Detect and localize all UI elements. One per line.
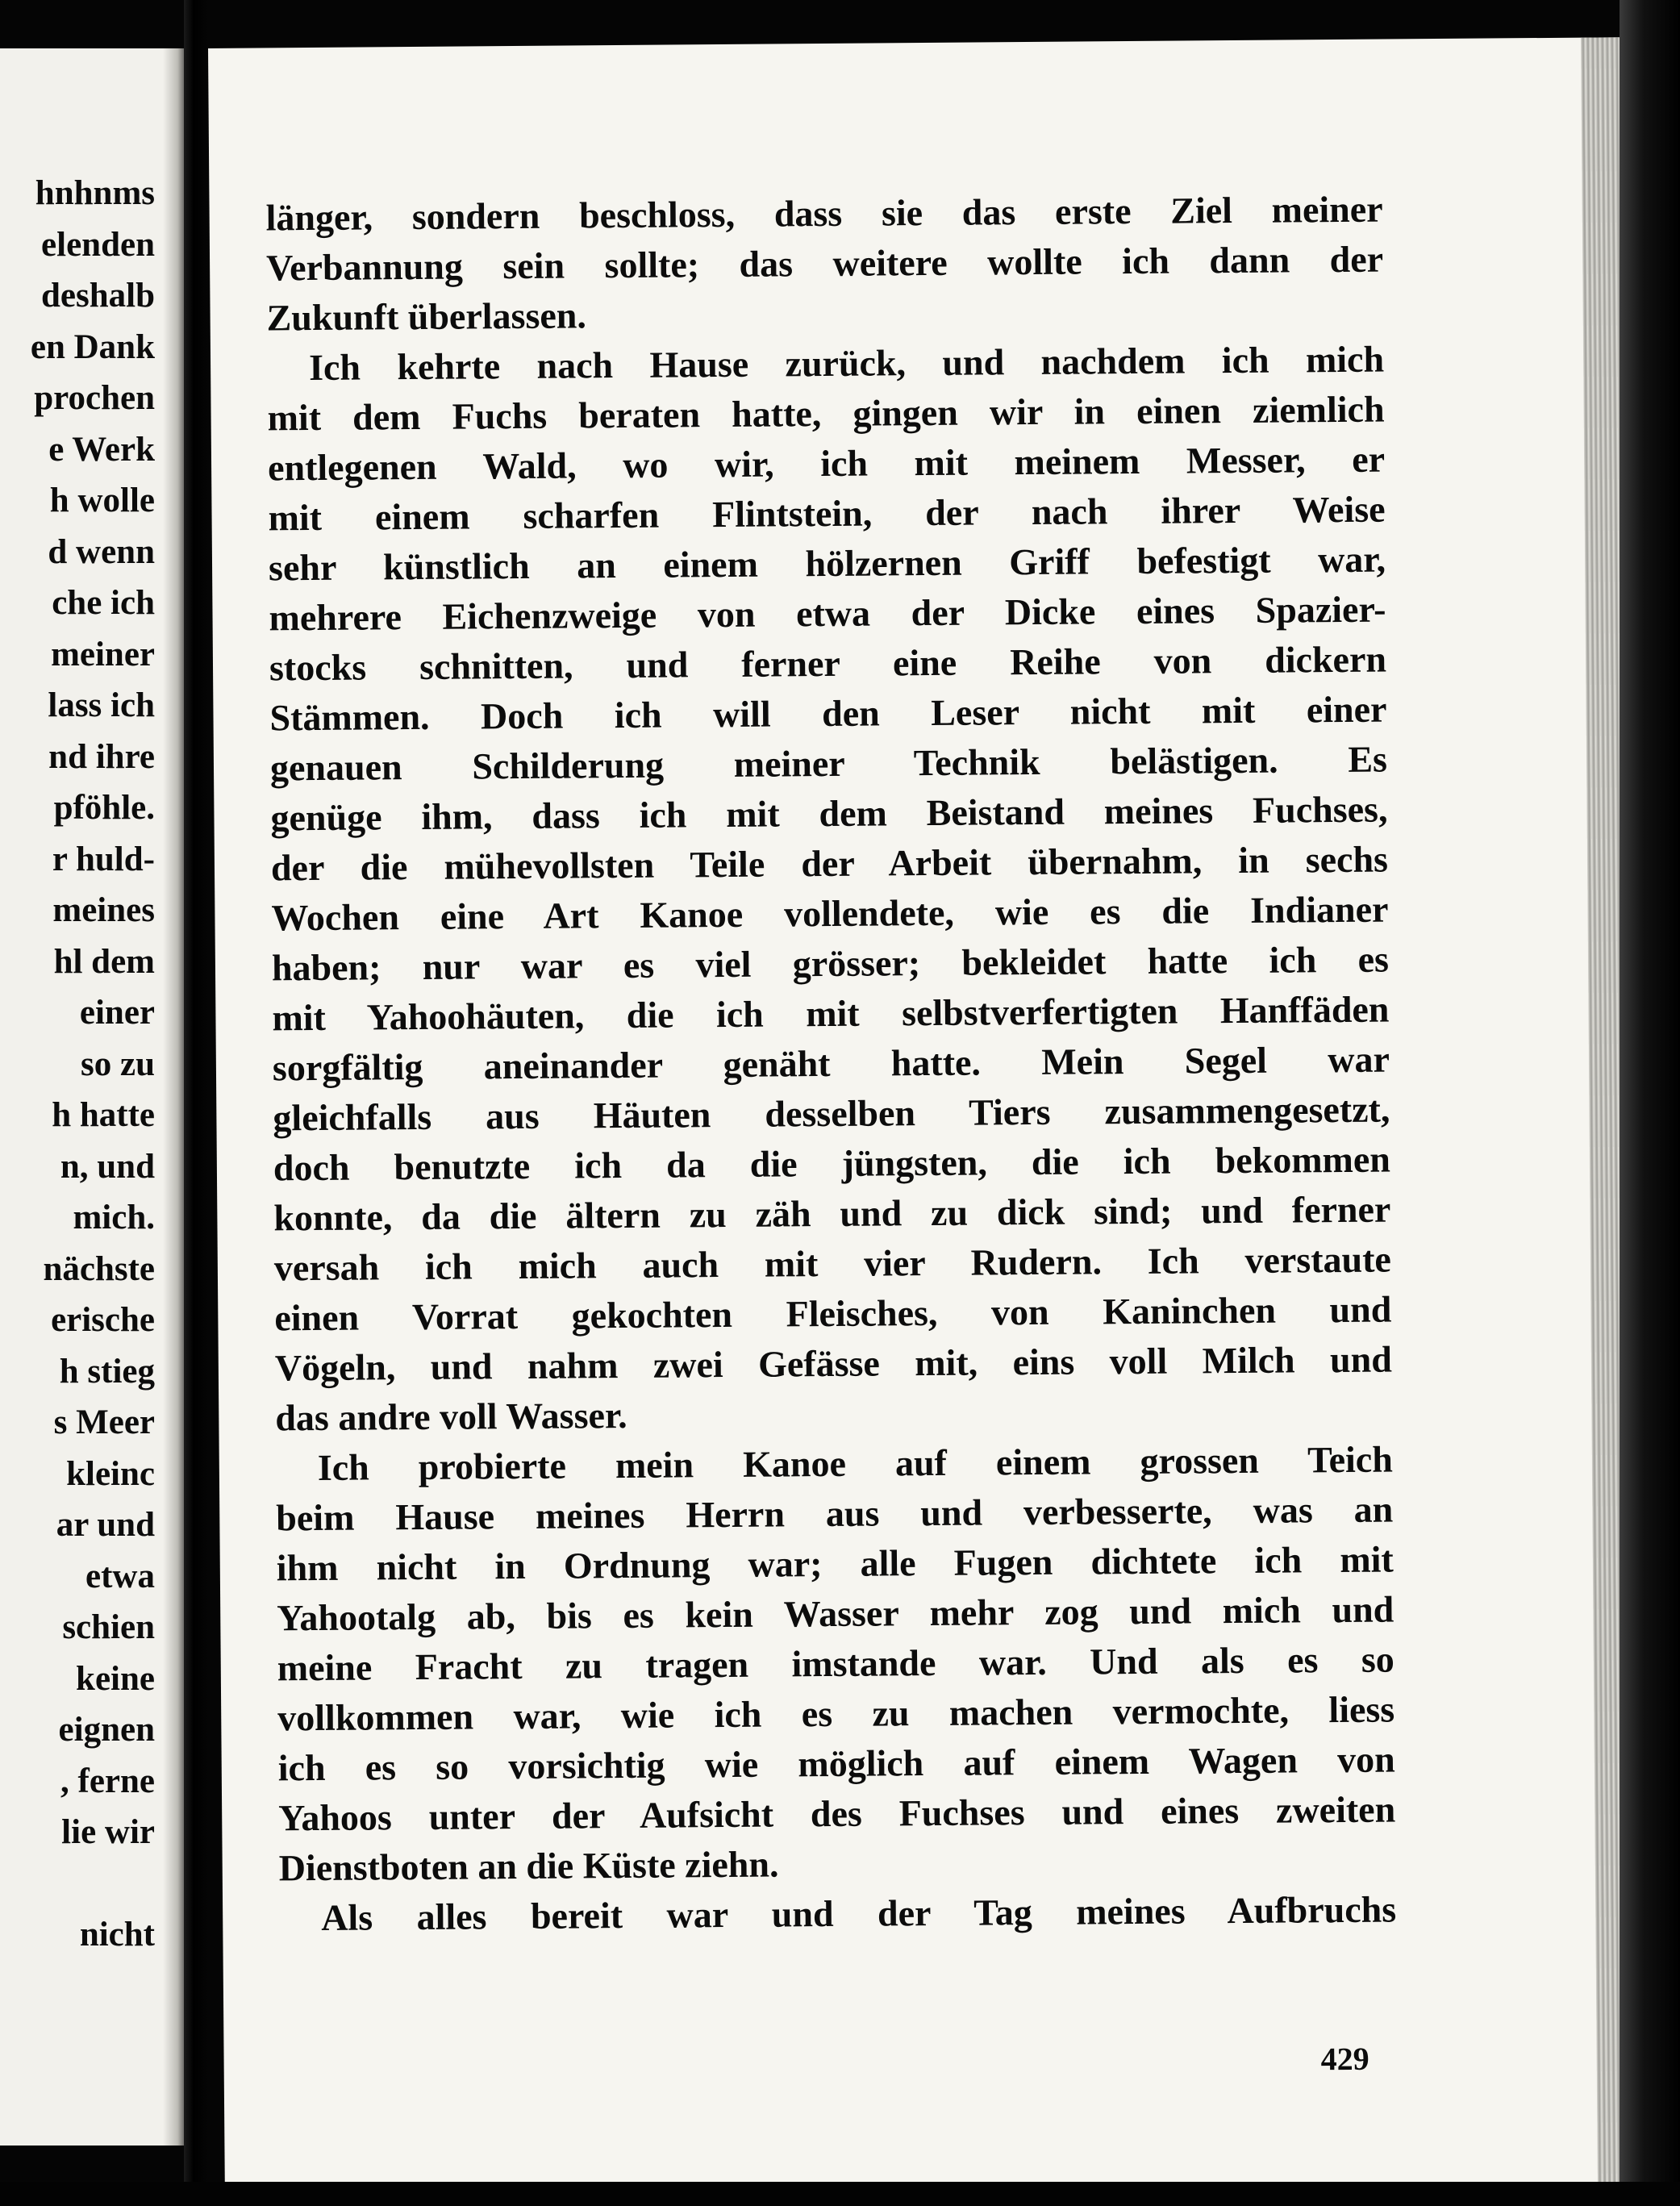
text-line: doch benutzte ich da die jüngsten, die ich bekommen <box>273 1138 1391 1189</box>
page-body-text <box>265 185 1396 1944</box>
left-page-line: hnhnms <box>35 174 155 212</box>
left-page-line: nächste <box>43 1249 155 1288</box>
text-line: ihm nicht in Ordnung war; alle Fugen dichtete ich mit <box>276 1538 1394 1589</box>
left-page-line: nd ihre <box>48 737 155 776</box>
text-line: vollkommen war, wie ich es zu machen vermochte, liess <box>277 1688 1395 1739</box>
text-line: Verbannung sein sollte; das weitere wollte ich dann der <box>265 238 1384 289</box>
left-page-line: lie wir <box>61 1813 155 1851</box>
text-line: konnte, da die ältern zu zäh und zu dick sind; und ferner <box>273 1188 1391 1239</box>
left-page-line: so zu <box>81 1045 155 1083</box>
paragraph <box>267 335 1393 1444</box>
left-page-line: s Meer <box>53 1403 155 1441</box>
text-line: einen Vorrat gekochten Fleisches, von Kaninchen und <box>274 1288 1392 1339</box>
paragraph <box>279 1885 1396 1944</box>
left-page-line: h stieg <box>59 1352 155 1391</box>
text-line: Dienstboten an die Küste ziehn. <box>278 1843 779 1889</box>
left-page-line: ar und <box>56 1506 155 1544</box>
text-line: sorgfältig aneinander genäht hatte. Mein Segel war <box>272 1038 1390 1089</box>
left-page-line: deshalb <box>40 277 155 315</box>
text-line: genauen Schilderung meiner Technik belästigen. Es <box>269 738 1388 789</box>
left-page-line: meines <box>52 891 155 929</box>
text-line: stocks schnitten, und ferner eine Reihe von dickern <box>269 638 1387 689</box>
bottom-border <box>0 2182 1680 2206</box>
left-page-line: e Werk <box>48 430 155 469</box>
left-page-line: che ich <box>52 584 155 622</box>
paragraph <box>265 185 1383 344</box>
left-page-line: pföhle. <box>53 789 155 827</box>
text-line: Yahootalg ab, bis es kein Wasser mehr zog und mich und <box>277 1588 1394 1639</box>
text-line: genüge ihm, dass ich mit dem Beistand meines Fuchses, <box>270 788 1388 839</box>
text-line: länger, sondern beschloss, dass sie das erste Ziel meiner <box>265 188 1383 239</box>
left-page-line: nicht <box>79 1915 155 1954</box>
left-page-line: keine <box>76 1659 155 1698</box>
text-line: gleichfalls aus Häuten desselben Tiers zusammengesetzt, <box>273 1088 1390 1139</box>
left-page-line: prochen <box>34 379 155 417</box>
paragraph <box>276 1435 1396 1894</box>
text-line: Ich kehrte nach Hause zurück, und nachdem ich mich <box>308 338 1385 389</box>
left-page-line: r huld- <box>52 840 155 878</box>
text-line: Wochen eine Art Kanoe vollendete, wie es die Indianer <box>271 888 1389 939</box>
left-page-line: etwa <box>85 1557 155 1595</box>
left-page-line: n, und <box>60 1147 155 1186</box>
text-line: ich es so vorsichtig wie möglich auf einem Wagen von <box>277 1738 1395 1789</box>
text-line: beim Hause meines Herrn aus und verbesserte, was an <box>276 1488 1394 1539</box>
text-line: haben; nur war es viel grösser; bekleidet hatte ich es <box>271 938 1390 989</box>
left-page-line: meiner <box>51 635 155 673</box>
page-number: 429 <box>1320 2040 1369 2078</box>
text-line: mit Yahoohäuten, die ich mit selbstverfertigten Hanffäden <box>272 988 1390 1039</box>
text-line: versah ich mich auch mit vier Rudern. Ich verstaute <box>273 1238 1392 1289</box>
right-border <box>1620 0 1680 2206</box>
left-page-line: , ferne <box>60 1762 155 1800</box>
left-page-line: lass ich <box>48 686 155 724</box>
book-gutter <box>184 0 208 2206</box>
left-page-line: hl dem <box>53 942 155 981</box>
left-page-line: d wenn <box>48 532 155 571</box>
text-line: Stämmen. Doch ich will den Leser nicht mit einer <box>269 688 1387 739</box>
left-page-line: kleinc <box>66 1454 155 1493</box>
left-page-line: schien <box>62 1608 155 1646</box>
text-line: mit dem Fuchs beraten hatte, gingen wir in einen ziemlich <box>267 388 1385 439</box>
left-page-line: einer <box>79 994 155 1032</box>
left-page-line: mich. <box>73 1199 155 1236</box>
text-line: Vögeln, und nahm zwei Gefässe mit, eins voll Milch und <box>274 1338 1393 1389</box>
text-line: sehr künstlich an einem hölzernen Griff befestigt war, <box>268 538 1386 589</box>
text-line: der die mühevollsten Teile der Arbeit übernahm, in sechs <box>270 838 1389 889</box>
left-page-line: h hatte <box>52 1096 155 1134</box>
left-page-line: en Dank <box>30 327 155 366</box>
text-line: Yahoos unter der Aufsicht des Fuchses und eines zweiten <box>278 1788 1396 1839</box>
text-line: Ich probierte mein Kanoe auf einem grossen Teich <box>317 1438 1393 1488</box>
text-line: meine Fracht zu tragen imstande war. Und als es so <box>277 1638 1394 1689</box>
text-line: Als alles bereit war und der Tag meines Aufbruchs <box>321 1888 1397 1938</box>
left-page-line: elenden <box>41 225 155 264</box>
text-line: Zukunft überlassen. <box>266 294 587 339</box>
left-page-line: erische <box>51 1301 155 1339</box>
left-page-text <box>31 168 155 1960</box>
left-page-line: h wolle <box>49 482 155 519</box>
left-page-line: eignen <box>58 1711 155 1749</box>
text-line: mehrere Eichenzweige von etwa der Dicke eines Spazier- <box>269 588 1386 639</box>
text-line: entlegenen Wald, wo wir, ich mit meinem Messer, er <box>267 438 1386 489</box>
left-page-fold <box>163 48 184 2146</box>
left-facing-page <box>0 48 184 2146</box>
text-line: das andre voll Wasser. <box>275 1394 627 1439</box>
text-line: mit einem scharfen Flintstein, der nach ihrer Weise <box>268 488 1386 539</box>
right-page <box>208 37 1636 2198</box>
